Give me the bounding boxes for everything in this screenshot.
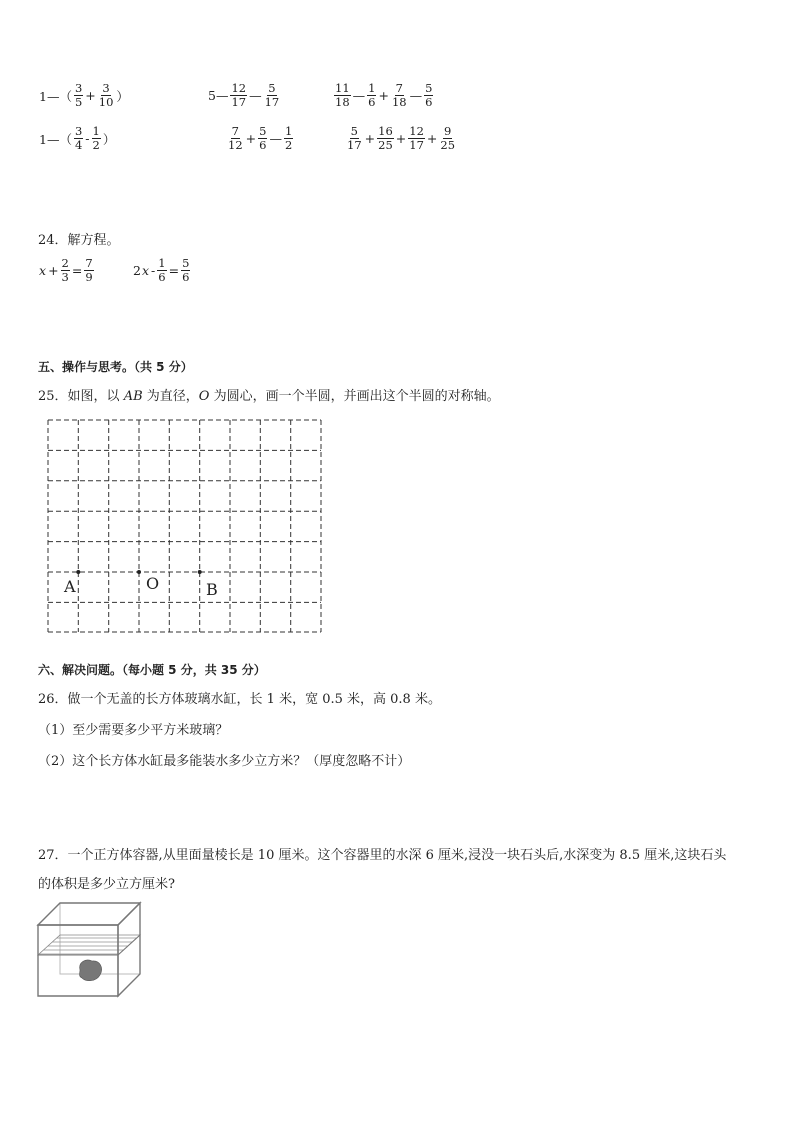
q26-text: 26．做一个无盖的长方体玻璃水缸，长 1 米，宽 0.5 米，高 0.8 米。	[38, 692, 441, 707]
fraction: $\frac{11}{18}$	[335, 81, 350, 109]
expression-2: 5— $\frac{12}{17}$ — $\frac{5}{17}$	[208, 81, 280, 109]
expression-3: $\frac{11}{18}$ — $\frac{1}{6}$ + $\frac{7}{18}$ — $\frac{5}{6}$	[335, 81, 433, 109]
fraction: $\frac{5}{6}$	[425, 81, 433, 109]
expression-6: $\frac{5}{17}$ + $\frac{16}{25}$ + $\frac{12}{17}$ + $\frac{9}{25}$	[347, 124, 456, 152]
expression-4: 1—（ $\frac{3}{4}$ - $\frac{1}{2}$ ）	[39, 124, 116, 152]
point-o-dot	[137, 570, 141, 574]
label-b: B	[206, 580, 218, 599]
section-5-heading: 五、操作与思考。（共 5 分）	[38, 360, 193, 374]
fraction: $\frac{3}{10}$	[98, 81, 114, 109]
label-a: A	[64, 577, 76, 596]
fraction: $\frac{12}{17}$	[409, 124, 424, 152]
fraction: $\frac{7}{9}$	[85, 256, 93, 284]
fraction: $\frac{2}{3}$	[61, 256, 69, 284]
stone-shape	[80, 960, 102, 981]
equation-1: x + $\frac{2}{3}$ = $\frac{7}{9}$	[39, 256, 93, 284]
q25-text: 25．如图，以 AB 为直径，O 为圆心，画一个半圆，并画出这个半圆的对称轴。	[38, 389, 500, 404]
expression-1: 1—（ $\frac{3}{5}$ + $\frac{3}{10}$ ）	[39, 81, 129, 109]
fraction: $\frac{5}{17}$	[264, 81, 280, 109]
fraction: $\frac{12}{17}$	[231, 81, 247, 109]
q27-line1: 27．一个正方体容器,从里面量棱长是 10 厘米。这个容器里的水深 6 厘米,浸没一块石头后,水深变为 8.5 厘米,这块石头	[38, 848, 727, 863]
fraction: $\frac{1}{2}$	[92, 124, 100, 152]
fraction: $\frac{5}{6}$	[182, 256, 190, 284]
fraction: $\frac{5}{17}$	[347, 124, 362, 152]
fraction: $\frac{5}{6}$	[259, 124, 267, 152]
section-6-heading: 六、解决问题。（每小题 5 分，共 35 分）	[38, 663, 266, 677]
q26-sub2: （2）这个长方体水缸最多能装水多少立方米？（厚度忽略不计）	[38, 754, 411, 769]
fraction: $\frac{1}{2}$	[284, 124, 293, 152]
q24-title: 24．解方程。	[38, 233, 120, 248]
expression-5: $\frac{7}{12}$ + $\frac{5}{6}$ — $\frac{1}{2}$	[228, 124, 293, 152]
equation-2: 2 x - $\frac{1}{6}$ = $\frac{5}{6}$	[133, 256, 190, 284]
expr1-lead: 1—（	[39, 88, 72, 104]
fraction: $\frac{3}{4}$	[74, 124, 83, 152]
dashed-grid	[45, 417, 325, 635]
fraction: $\frac{16}{25}$	[378, 124, 393, 152]
fraction: $\frac{1}{6}$	[368, 81, 376, 109]
q26-sub1: （1）至少需要多少平方米玻璃？	[38, 723, 229, 738]
label-o: O	[146, 574, 160, 593]
point-b-dot	[198, 570, 202, 574]
cube-container-figure	[34, 900, 146, 1000]
fraction: $\frac{7}{12}$	[228, 124, 243, 152]
fraction: $\frac{3}{5}$	[74, 81, 83, 109]
fraction: $\frac{7}{18}$	[391, 81, 407, 109]
point-a-dot	[76, 570, 80, 574]
fraction: $\frac{9}{25}$	[440, 124, 456, 152]
q27-line2: 的体积是多少立方厘米?	[38, 877, 175, 892]
fraction: $\frac{1}{6}$	[158, 256, 166, 284]
